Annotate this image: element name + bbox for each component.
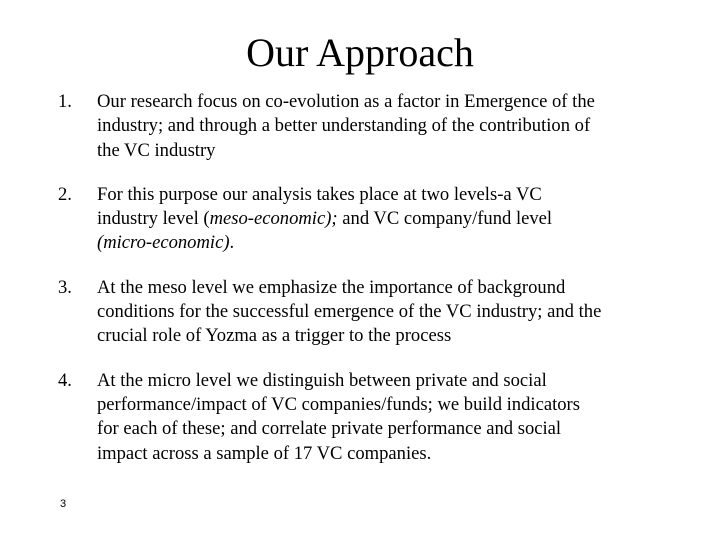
list-item-number: 4. <box>58 369 72 391</box>
list-item-line: crucial role of Yozma as a trigger to the process <box>97 325 452 347</box>
list-item-number: 1. <box>58 91 72 112</box>
list-item-line: impact across a sample of 17 VC companies. <box>97 442 432 464</box>
italic-term-meso: meso-economic); <box>209 208 338 230</box>
list-item-number: 3. <box>58 276 72 298</box>
list-item-line: the VC industry <box>97 139 216 161</box>
list-item-line: For this purpose our analysis takes place at two levels-a VC <box>97 183 542 205</box>
numbered-list <box>58 90 698 486</box>
list-item-2 <box>58 183 698 256</box>
list-item-3 <box>58 276 698 349</box>
list-item-number: 2. <box>58 183 72 205</box>
list-item-line: industry; and through a better understanding of the contribution of <box>97 115 591 137</box>
list-item-line: At the meso level we emphasize the importance of background <box>97 276 566 298</box>
italic-term-micro: (micro-economic) <box>97 232 230 254</box>
list-item-line: At the micro level we distinguish between private and social <box>97 369 547 391</box>
list-item-1 <box>58 90 698 163</box>
list-item-line <box>97 231 698 255</box>
text-segment: and VC company/fund level <box>337 208 553 230</box>
slide-title: Our Approach <box>246 30 474 75</box>
list-item-line: performance/impact of VC companies/funds; we build indicators <box>97 393 580 415</box>
text-segment: . <box>229 232 235 254</box>
list-item-line: Our research focus on co-evolution as a factor in Emergence of the <box>97 91 595 112</box>
list-item-line <box>97 207 698 231</box>
list-item-line: conditions for the successful emergence of the VC industry; and the <box>97 301 602 323</box>
page-number: 3 <box>60 498 67 510</box>
list-item-line: for each of these; and correlate private performance and social <box>97 418 562 440</box>
list-item-4 <box>58 369 698 466</box>
text-segment: industry level ( <box>97 208 210 230</box>
